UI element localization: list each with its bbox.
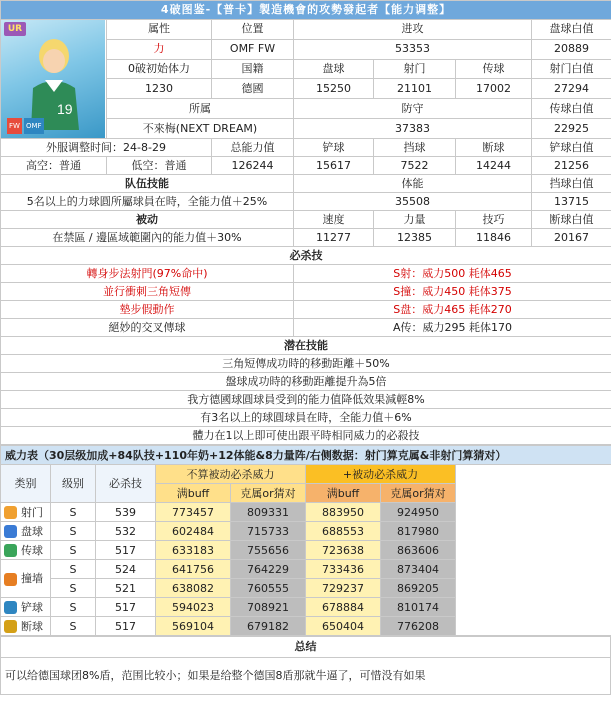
player-card-image	[1, 20, 105, 138]
value-attr: 力	[107, 39, 212, 59]
label-stamina: 0破初始体力	[107, 59, 212, 79]
label-intercept: 断球	[456, 139, 532, 157]
label-dribble-white: 盘球白值	[532, 20, 611, 40]
value-pass: 17002	[456, 79, 532, 99]
row-level: S	[51, 541, 96, 560]
row-c: 650404	[306, 617, 381, 636]
latent-title: 潜在技能	[1, 337, 611, 355]
row-b: 679182	[231, 617, 306, 636]
label-team-skill: 队伍技能	[1, 175, 294, 193]
shot-icon	[4, 506, 17, 519]
value-defense: 37383	[294, 119, 532, 139]
value-low: 低空：普通	[107, 157, 212, 175]
row-a: 641756	[156, 560, 231, 579]
label-tackle-white: 铲球白值	[532, 139, 611, 157]
summary-title: 总结	[1, 637, 611, 658]
label-phys: 体能	[294, 175, 532, 193]
row-category: 盘球	[21, 524, 43, 538]
label-shot-white: 射门白值	[532, 59, 611, 79]
label-passive: 被动	[1, 211, 294, 229]
value-high: 高空：普通	[1, 157, 107, 175]
row-level: S	[51, 598, 96, 617]
value-team: 不來梅(NEXT DREAM)	[107, 119, 294, 139]
wall-icon	[4, 573, 17, 586]
skill-name: 墊步假動作	[1, 301, 294, 319]
label-pass: 传球	[456, 59, 532, 79]
power-table-title: 威力表（30层级加成+84队技+110年奶+12体能&8力量阵/右侧数据：射门算克属&非射门算猜对）	[1, 446, 611, 465]
label-nation: 国籍	[212, 59, 294, 79]
row-level: S	[51, 617, 96, 636]
row-skill: 521	[96, 579, 156, 598]
pass-icon	[4, 544, 17, 557]
row-c: 729237	[306, 579, 381, 598]
row-d: 873404	[381, 560, 456, 579]
power-table	[0, 445, 611, 636]
label-block-white: 挡球白值	[532, 175, 611, 193]
dribble-icon	[4, 525, 17, 538]
label-team: 所属	[107, 99, 294, 119]
row-b: 760555	[231, 579, 306, 598]
skills-title: 必杀技	[1, 247, 611, 265]
intercept-icon	[4, 620, 17, 633]
rarity-badge: UR	[4, 22, 26, 36]
value-passive: 在禁區 / 邊區域範圍內的能力值＋30%	[1, 229, 294, 247]
row-a: 602484	[156, 522, 231, 541]
latent-skill: 三角短傳成功時的移動距離＋50%	[1, 355, 611, 373]
row-a: 638082	[156, 579, 231, 598]
row-d: 924950	[381, 503, 456, 522]
latent-skill: 盤球成功時的移動距離提升為5倍	[1, 373, 611, 391]
row-c: 723638	[306, 541, 381, 560]
label-defense: 防守	[294, 99, 532, 119]
value-power: 12385	[374, 229, 456, 247]
col-full-buff: 满buff	[156, 484, 231, 503]
label-block: 挡球	[374, 139, 456, 157]
row-category: 传球	[21, 543, 43, 557]
summary-table	[0, 636, 611, 695]
skill-stat: S撞：威力450 耗体375	[294, 283, 611, 301]
row-c: 688553	[306, 522, 381, 541]
value-block: 7522	[374, 157, 456, 175]
col-skill: 必杀技	[96, 465, 156, 503]
skill-stat: S盘：威力465 耗体270	[294, 301, 611, 319]
row-c: 733436	[306, 560, 381, 579]
value-tech: 11846	[456, 229, 532, 247]
row-b: 755656	[231, 541, 306, 560]
label-intercept-white: 断球白值	[532, 211, 611, 229]
row-a: 594023	[156, 598, 231, 617]
card-tags	[7, 118, 46, 134]
jersey-number: 19	[57, 101, 73, 117]
tackle-icon	[4, 601, 17, 614]
row-level: S	[51, 579, 96, 598]
value-stamina: 1230	[107, 79, 212, 99]
page-title: 4破图鉴-【普卡】製造機會的攻勢發起者【能力调整】	[1, 1, 611, 20]
row-c: 678884	[306, 598, 381, 617]
row-skill: 539	[96, 503, 156, 522]
skill-name: 絕妙的交叉傳球	[1, 319, 294, 337]
row-d: 810174	[381, 598, 456, 617]
update-time: 外服调整时间：24-8-29	[1, 139, 212, 157]
row-level: S	[51, 503, 96, 522]
value-shot: 21101	[374, 79, 456, 99]
row-level: S	[51, 560, 96, 579]
latent-skill: 我方德國球圓球員受到的能力值降低效果減輕8%	[1, 391, 611, 409]
label-attack: 进攻	[294, 20, 532, 40]
row-category: 断球	[21, 619, 43, 633]
value-nation: 德國	[212, 79, 294, 99]
row-b: 715733	[231, 522, 306, 541]
label-pass-white: 传球白值	[532, 99, 611, 119]
value-tackle: 15617	[294, 157, 374, 175]
col-counter-passive: 克属or猜对	[381, 484, 456, 503]
value-attack: 53353	[294, 39, 532, 59]
row-a: 773457	[156, 503, 231, 522]
row-d: 776208	[381, 617, 456, 636]
latent-skill: 體力在1以上即可使出跟平時相同威力的必殺技	[1, 427, 611, 445]
label-total-white: 总能力值	[212, 139, 294, 157]
row-category: 射门	[21, 505, 43, 519]
row-b: 708921	[231, 598, 306, 617]
col-category: 类别	[1, 465, 51, 503]
row-skill: 532	[96, 522, 156, 541]
col-level: 级别	[51, 465, 96, 503]
blank-area	[456, 465, 611, 636]
label-pos: 位置	[212, 20, 294, 40]
row-b: 809331	[231, 503, 306, 522]
value-tackle-white: 21256	[532, 157, 611, 175]
row-skill: 524	[96, 560, 156, 579]
col-no-passive: 不算被动必杀威力	[156, 465, 306, 484]
value-block-white: 13715	[532, 193, 611, 211]
value-dribble-white: 20889	[532, 39, 611, 59]
value-speed: 11277	[294, 229, 374, 247]
row-category: 撞墙	[21, 572, 43, 585]
value-intercept-white: 20167	[532, 229, 611, 247]
row-d: 817980	[381, 522, 456, 541]
value-intercept: 14244	[456, 157, 532, 175]
col-counter: 克属or猜对	[231, 484, 306, 503]
card-cell	[1, 20, 107, 139]
tag-fw: FW	[7, 118, 22, 134]
label-attr: 属性	[107, 20, 212, 40]
value-team-skill: 5名以上的力球圓所屬球員在時，全能力值＋25%	[1, 193, 294, 211]
col-with-passive: +被动必杀威力	[306, 465, 456, 484]
row-b: 764229	[231, 560, 306, 579]
value-phys: 35508	[294, 193, 532, 211]
col-full-buff-passive: 满buff	[306, 484, 381, 503]
row-c: 883950	[306, 503, 381, 522]
value-total-white: 126244	[212, 157, 294, 175]
row-skill: 517	[96, 541, 156, 560]
skill-stat: S射：威力500 耗体465	[294, 265, 611, 283]
tag-omf: OMF	[24, 118, 44, 134]
row-skill: 517	[96, 598, 156, 617]
summary-text: 可以给德国球团8%盾，范围比较小；如果是给整个德国8盾那就牛逼了，可惜没有如果	[1, 658, 611, 695]
row-category: 铲球	[21, 600, 43, 614]
skill-name: 並行衝刺三角短傳	[1, 283, 294, 301]
label-power: 力量	[374, 211, 456, 229]
label-tech: 技巧	[456, 211, 532, 229]
skill-stat: A传：威力295 耗体170	[294, 319, 611, 337]
skill-name: 轉身步法射門(97%命中)	[1, 265, 294, 283]
value-pos: OMF FW	[212, 39, 294, 59]
row-d: 869205	[381, 579, 456, 598]
row-a: 633183	[156, 541, 231, 560]
value-dribble: 15250	[294, 79, 374, 99]
row-a: 569104	[156, 617, 231, 636]
label-tackle: 铲球	[294, 139, 374, 157]
row-d: 863606	[381, 541, 456, 560]
row-level: S	[51, 522, 96, 541]
value-shot-white: 27294	[532, 79, 611, 99]
row-skill: 517	[96, 617, 156, 636]
label-shot: 射门	[374, 59, 456, 79]
label-dribble: 盘球	[294, 59, 374, 79]
latent-skill: 有3名以上的球圓球員在時，全能力值＋6%	[1, 409, 611, 427]
label-speed: 速度	[294, 211, 374, 229]
value-pass-white: 22925	[532, 119, 611, 139]
player-portrait	[23, 34, 85, 130]
